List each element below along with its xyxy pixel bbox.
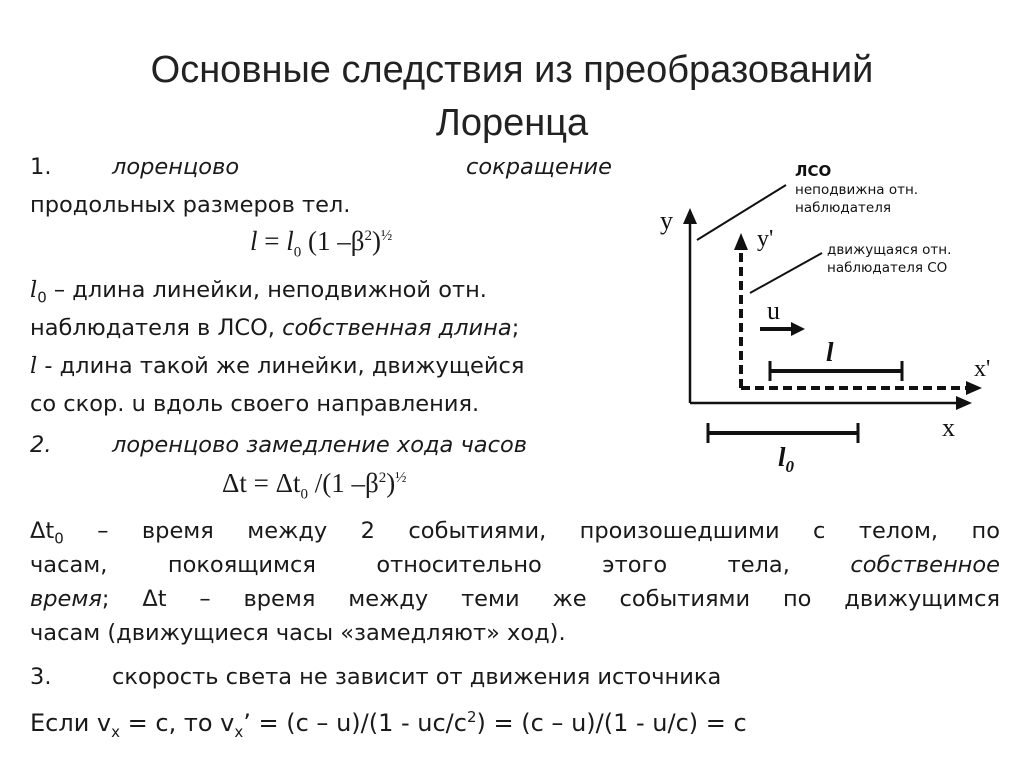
x-axis-label: x (942, 413, 955, 442)
so-desc-line1: движущаяся отн. (827, 242, 952, 258)
lso-desc-line1: неподвижна отн. (795, 182, 919, 198)
x-axis-arrow-icon (956, 396, 972, 410)
lso-desc-line2: наблюдателя (795, 200, 891, 216)
y-axis-label: y (660, 206, 673, 235)
moving-rod-label: l (826, 337, 834, 367)
x-prime-arrow-icon (966, 381, 982, 395)
lso-title: ЛСО (795, 162, 832, 180)
velocity-arrow-icon (791, 322, 805, 336)
velocity-addition-equation: Если $v_x = c$, то $v_x$’ = $(c - u)/(1 - uc/c^2) = (c - u)/(1 - u/c) = c$ (30, 708, 747, 741)
section2-heading: лоренцово замедление хода часов (112, 432, 527, 458)
rest-rod-label: $l_0$ (778, 442, 795, 476)
section1-desc-line4: со скор. u вдоль своего направления. (30, 391, 480, 417)
section1-heading-line2: продольных размеров тел. (30, 192, 351, 218)
section1-heading-word2: сокращение (466, 154, 613, 180)
y-axis-arrow-icon (683, 208, 697, 224)
velocity-label: u (767, 296, 780, 325)
y-prime-arrow-icon (734, 233, 748, 250)
section1-desc-line2: наблюдателя в ЛСО, собственная длина; (30, 315, 520, 341)
section3-heading: скорость света не зависит от движения источника (112, 664, 722, 690)
so-callout-line (750, 253, 822, 293)
section1-desc-line1: $l_0$ – длина линейки, неподвижной отн. (30, 277, 487, 307)
section1-number: 1. (30, 154, 52, 180)
x-prime-axis-label: x' (974, 356, 991, 382)
length-contraction-formula: $l = l_0$ (1 $-\beta^2)^{\frac{1}{2}}$ (250, 226, 393, 261)
slide-title-line2: Лоренца (435, 102, 589, 144)
section2-number: 2. (30, 432, 52, 458)
section1-heading-word1: лоренцово (112, 154, 240, 180)
section2-paragraph-line3: время; Δt – время между теми же событиями по движущимся (30, 586, 1000, 612)
section2-paragraph-line4: часам (движущиеся часы «замедляют» ход). (30, 620, 566, 646)
section2-paragraph-line2: часам, покоящимся относительно этого тела, собственное (30, 552, 1000, 578)
slide-title-line1: Основные следствия из преобразований (150, 49, 874, 91)
so-desc-line2: наблюдателя СО (827, 260, 948, 276)
time-dilation-formula: $\Delta t = \Delta t_0$ /(1 $-\beta^2)^{\frac{1}{2}}$ (222, 468, 407, 503)
y-prime-axis-label: y' (757, 226, 774, 252)
section3-number: 3. (30, 664, 52, 690)
section1-desc-line3: l - длина такой же линейки, движущейся (30, 353, 525, 379)
section2-paragraph-line1: $\Delta t_0$ – время между 2 событиями, произошедшими с телом, по (30, 518, 1000, 548)
